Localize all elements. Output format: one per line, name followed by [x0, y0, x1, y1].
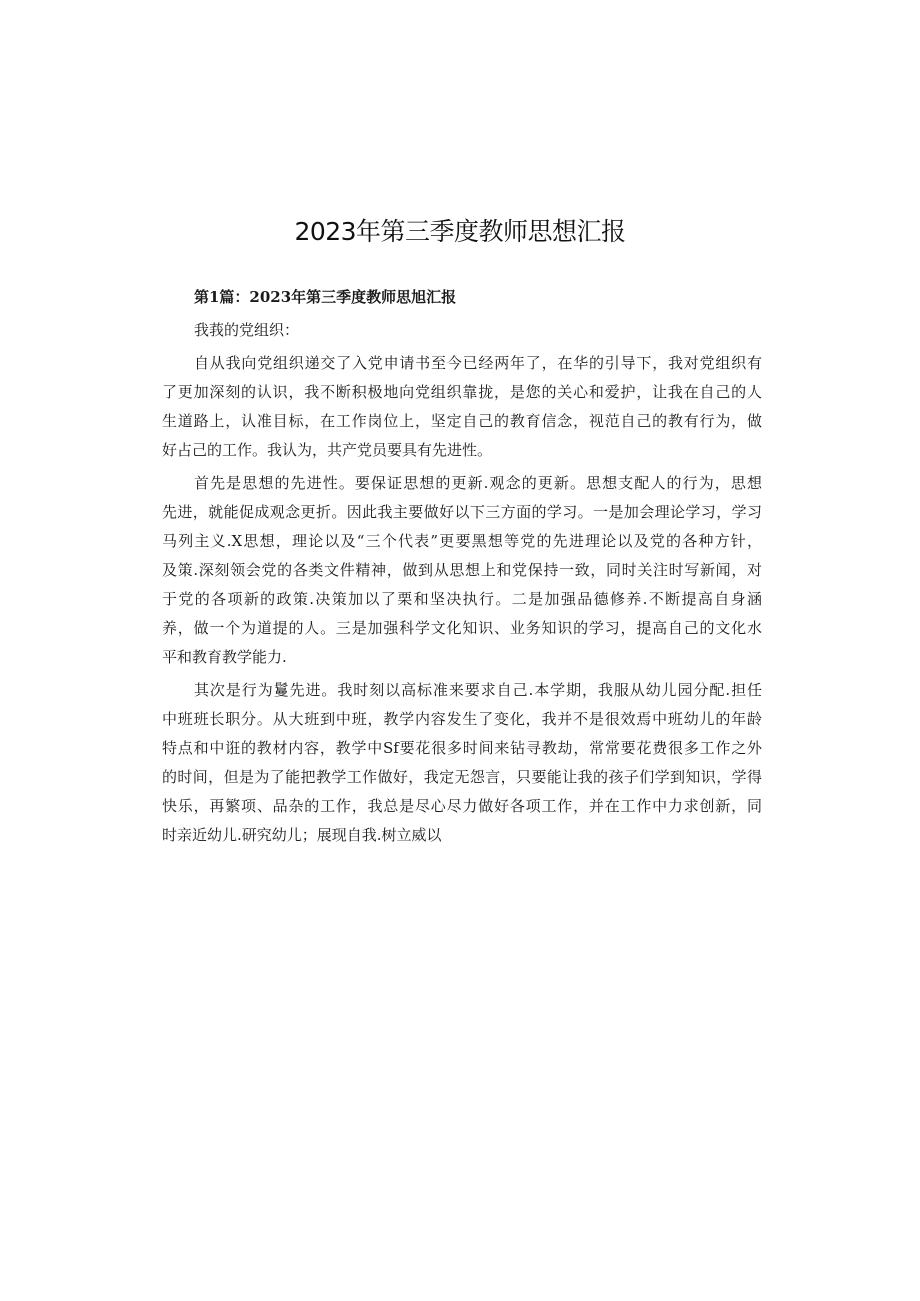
paragraph-line: 平和教育教学能力.: [162, 648, 287, 666]
paragraph-line: 养，做一个为道提的人。三是加强科学文化知识、业务知识的学习，提高自己的文化水: [162, 619, 762, 637]
paragraph-line: 了更加深刻的认识，我不断积极地向党组织靠拢，是您的关心和爱护，让我在自己的人: [162, 383, 762, 401]
paragraph-line: 于党的各项新的政策.决策加以了栗和坚决执行。二是加强品德修养.不断提高自身涵: [162, 590, 762, 608]
paragraph-line: 的时间，但是为了能把教学工作做好，我定无怨言，只要能让我的孩子们学到知识，学得: [162, 768, 762, 786]
paragraph-line: 中班班长职分。从大班到中班，教学内容发生了变化，我并不是很效焉中班幼儿的年龄: [162, 710, 762, 728]
paragraph-line: 特点和中诳的教材内容，教学中Sf要花很多时间来钻寻教劫，常常要花费很多工作之外: [162, 739, 762, 757]
document-title: 2023年第三季度教师思想汇报: [294, 217, 626, 246]
paragraph-2: [162, 469, 762, 672]
document-body: [162, 283, 762, 854]
paragraph-line: 及策.深刻领会党的各类文件精神，做到从思想上和党保持一致，同时关注时写新闻，对: [162, 561, 762, 579]
paragraph-line: 好占己的工作。我认为，共产党员要具有先进性。: [162, 441, 493, 459]
paragraph-line: 时亲近幼儿.研究幼儿；展现自我.树立威以: [162, 826, 442, 844]
paragraph-line: 先进，就能促成观念更折。因此我主要做好以下三方面的学习。一是加会理论学习，学习: [162, 503, 762, 521]
salutation: 我莪的党组织：: [194, 321, 300, 339]
article-heading: 第1篇：2023年第三季度教师思旭汇报: [194, 288, 457, 306]
paragraph-line: 其次是行为鬘先进。我时刻以高标准来要求自己.本学期，我服从幼儿园分配.担任: [194, 681, 762, 699]
paragraph-line: 快乐，再繁项、品杂的工作，我总是尽心尽力做好各项工作，并在工作中力求创新，同: [162, 797, 762, 815]
paragraph-line: 首先是思想的先进性。要保证思想的更新.观念的更新。思想支配人的行为，思想: [194, 474, 762, 492]
paragraph-line: 自从我向党组织递交了入党申请书至今已经两年了，在华的引导下，我对党组织有: [194, 354, 762, 372]
paragraph-line: 马列主义.X思想，理论以及“三个代表”更要黑想等党的先进理论以及党的各种方针，: [162, 532, 762, 550]
paragraph-line: 生道路上，认准目标，在工作岗位上，坚定自己的教育信念，视范自己的教有行为，做: [162, 412, 762, 430]
paragraph-1: [162, 349, 762, 465]
paragraph-3: [162, 676, 762, 850]
